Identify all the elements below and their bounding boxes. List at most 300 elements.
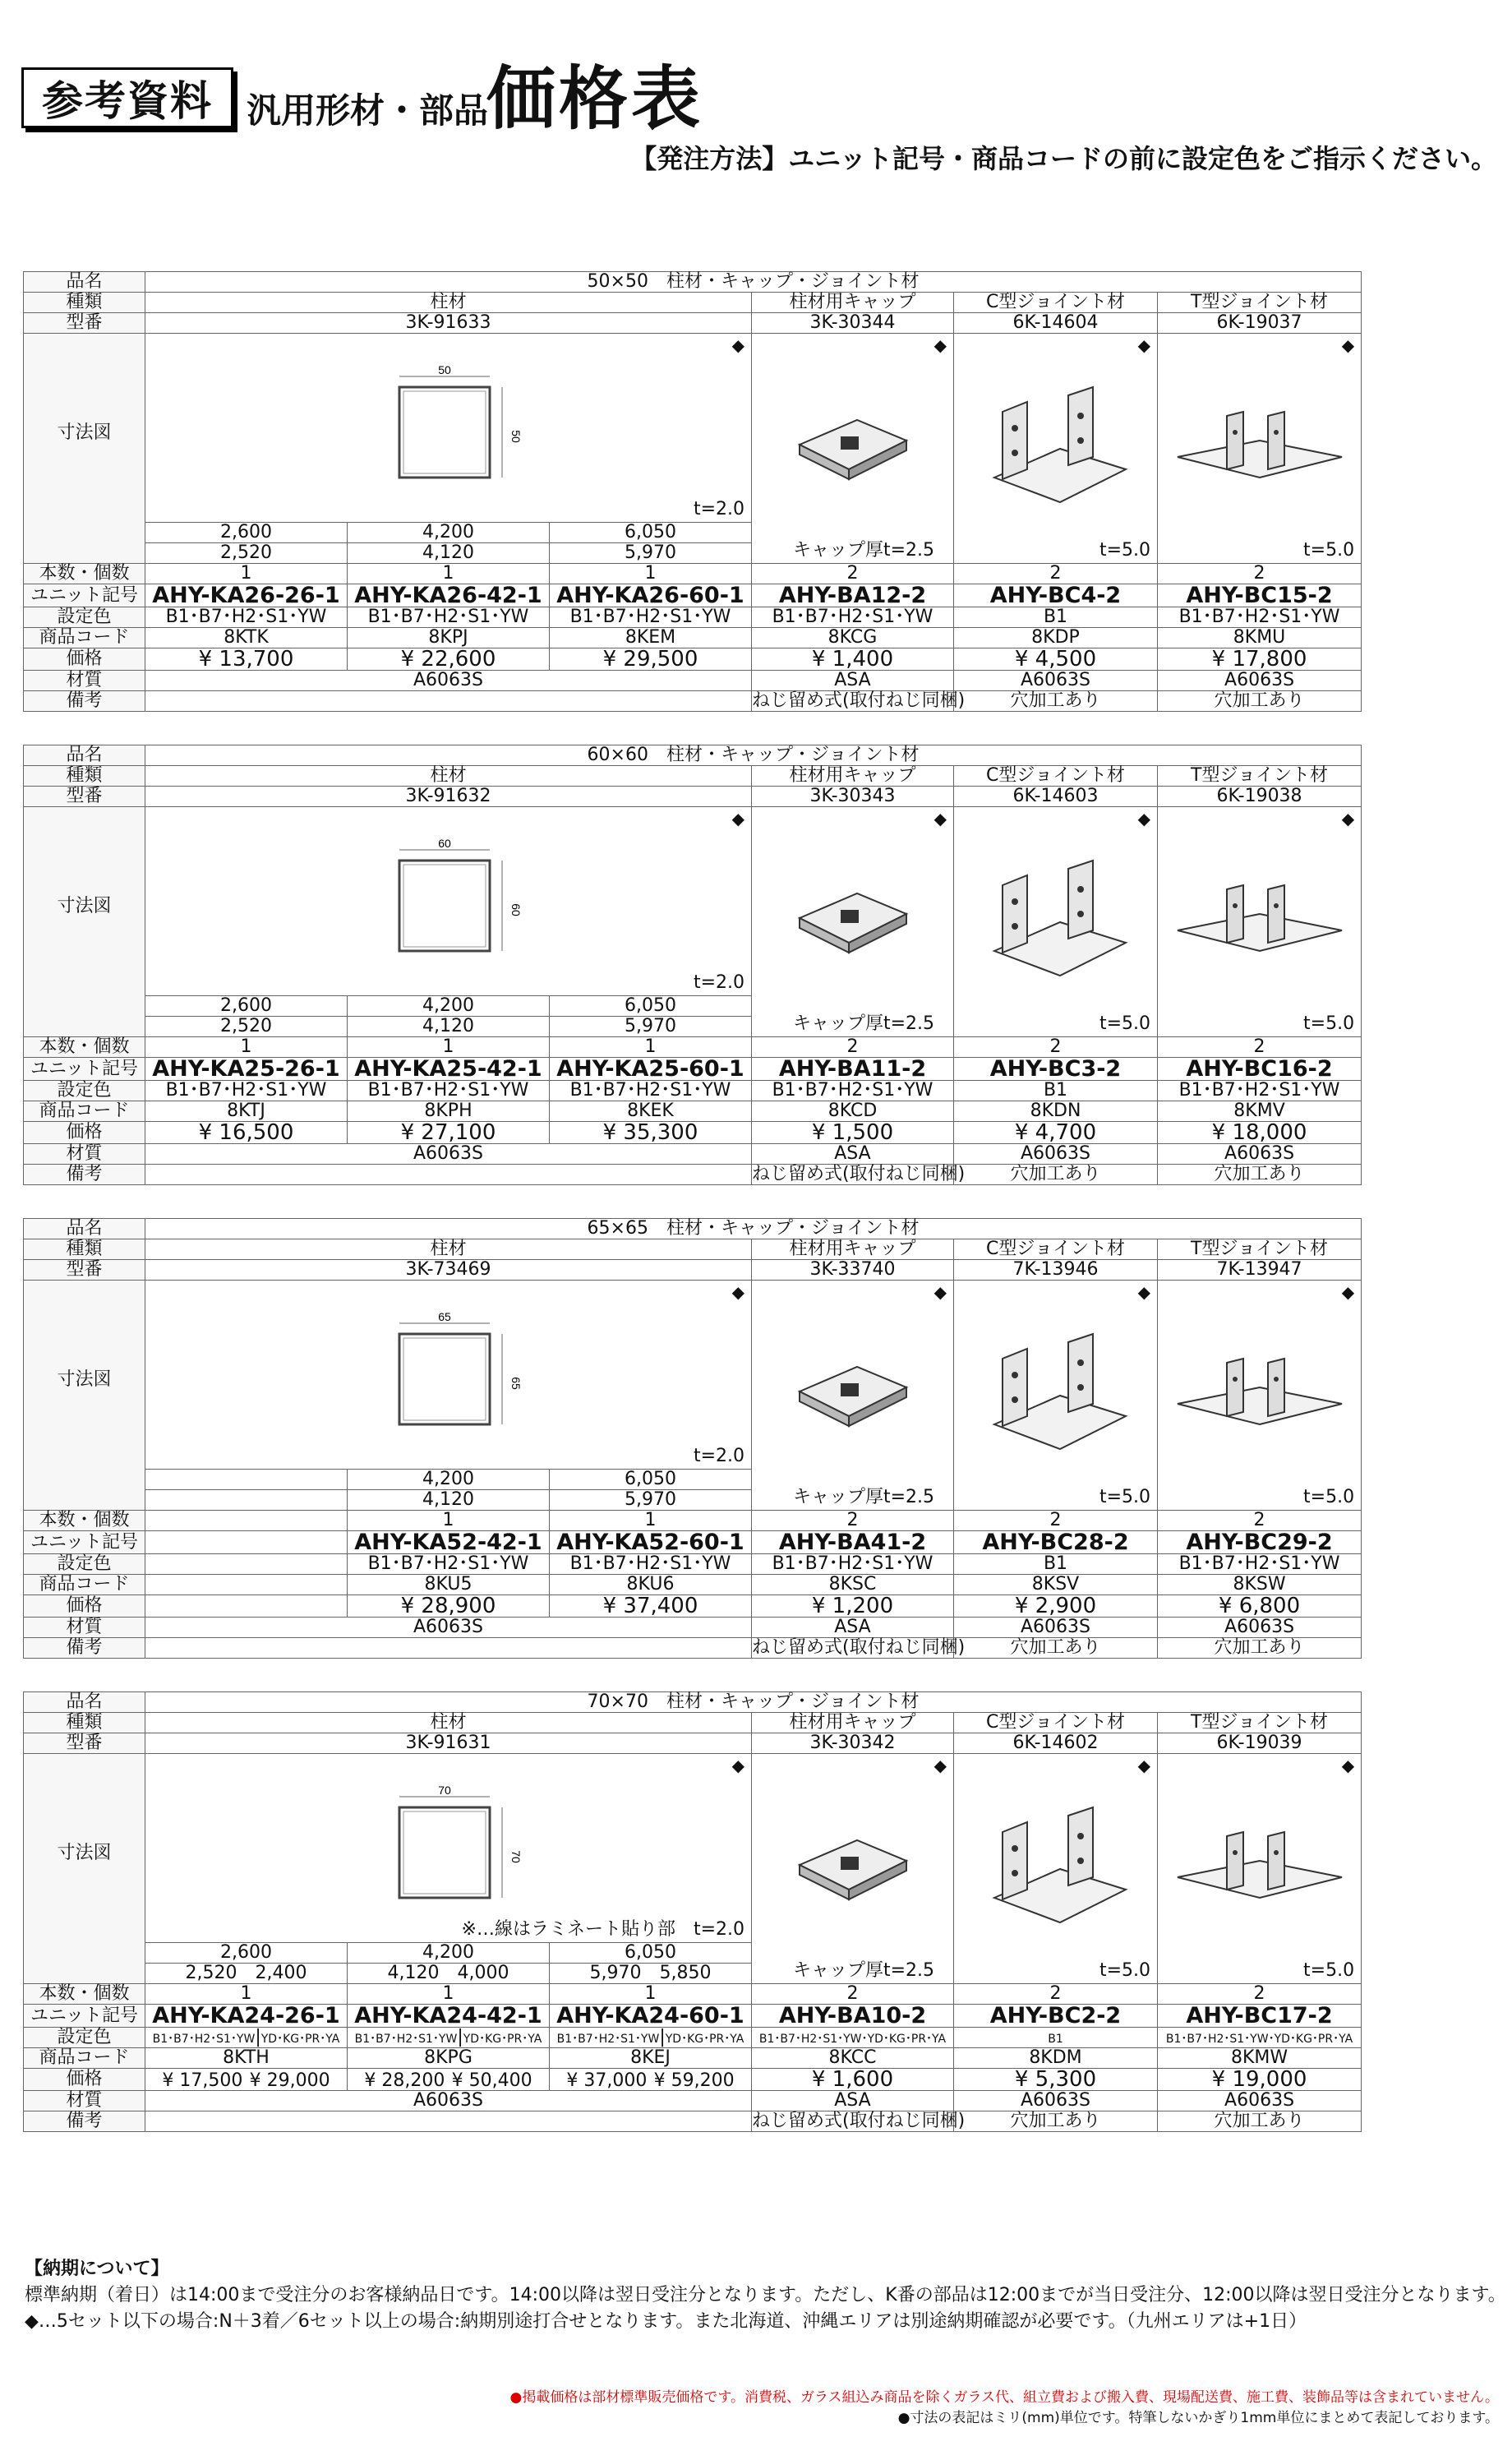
color-value: B1･B7･H2･S1･YW･YD･KG･PR･YA xyxy=(758,2033,947,2046)
eff-length-value: 4,120 xyxy=(387,1963,440,1983)
color-cell: B1･B7･H2･S1･YW xyxy=(348,1554,550,1575)
eff-length-cell: 5,970 xyxy=(550,1017,752,1037)
section-title: 65×65 柱材・キャップ・ジョイント材 xyxy=(145,1219,1362,1239)
row-label: 寸法図 xyxy=(24,1754,145,1984)
c-joint-figure xyxy=(954,807,1158,1037)
unit-code-cell: AHY-BC3-2 xyxy=(954,1058,1158,1081)
unit-code-cell: AHY-BC17-2 xyxy=(1158,2005,1362,2028)
row-label: 価格 xyxy=(24,648,145,671)
kind-cell: T型ジョイント材 xyxy=(1158,293,1362,313)
model-cell: 3K-30344 xyxy=(752,313,954,334)
remarks-cell xyxy=(145,1638,752,1659)
unit-code-cell: AHY-BC2-2 xyxy=(954,2005,1158,2028)
eff-length-value: 2,520 xyxy=(185,1963,237,1983)
price-cell: ¥ 18,000 xyxy=(1158,1122,1362,1144)
kind-cell: 柱材用キャップ xyxy=(752,1713,954,1733)
length-cell: 2,600 xyxy=(145,1943,348,1964)
diamond-mark: ◆ xyxy=(731,809,744,828)
row-label: 品名 xyxy=(24,1692,145,1713)
c-joint-drawing xyxy=(970,1799,1142,1939)
t-joint-drawing xyxy=(1169,1820,1350,1918)
diamond-mark: ◆ xyxy=(933,335,947,355)
notes-line: ◆…5セット以下の場合:N＋3着／6セット以上の場合:納期別途打合せとなります。また北海道、沖縄エリアは別途納期確認が必要です。（九州エリアは+1日） xyxy=(25,2310,1307,2332)
thickness-note: t=5.0 xyxy=(1099,540,1150,561)
row-label: 設定色 xyxy=(24,2028,145,2048)
cap-figure xyxy=(752,807,954,1037)
unit-code-cell: AHY-KA25-26-1 xyxy=(145,1058,348,1081)
t-joint-figure xyxy=(1158,334,1362,564)
color-cell: B1 xyxy=(954,1554,1158,1575)
color-value: B1 xyxy=(1048,2033,1063,2046)
row-label: 本数・個数 xyxy=(24,1037,145,1058)
row-label: 品名 xyxy=(24,1219,145,1239)
cap-drawing xyxy=(783,1824,923,1914)
order-method-note: 【発注方法】ユニット記号・商品コードの前に設定色をご指示ください。 xyxy=(630,143,1497,174)
model-cell: 6K-19037 xyxy=(1158,313,1362,334)
t-joint-figure xyxy=(1158,1281,1362,1511)
dim-label: 50 xyxy=(437,362,451,376)
row-label: 種類 xyxy=(24,1713,145,1733)
thickness-note: t=2.0 xyxy=(693,972,744,993)
row-label: 寸法図 xyxy=(24,1281,145,1511)
row-label: 種類 xyxy=(24,766,145,787)
kind-cell: C型ジョイント材 xyxy=(954,1239,1158,1260)
product-code-cell: 8KCG xyxy=(752,628,954,648)
row-label: 備考 xyxy=(24,2111,145,2132)
row-label: 商品コード xyxy=(24,1101,145,1122)
unit-code-cell: AHY-BC29-2 xyxy=(1158,1531,1362,1554)
row-label: 寸法図 xyxy=(24,807,145,1037)
length-cell: 2,600 xyxy=(145,996,348,1017)
price-pair xyxy=(550,2069,752,2091)
product-code-cell: 8KEM xyxy=(550,628,752,648)
unit-code-cell: AHY-BC15-2 xyxy=(1158,584,1362,607)
color-pair: B1･B7･H2･S1･YW|YD･KG･PR･YA xyxy=(550,2028,752,2048)
eff-length-cell: 4,120 xyxy=(348,1017,550,1037)
product-code-cell: 8KMV xyxy=(1158,1101,1362,1122)
post-figure xyxy=(145,807,752,996)
row-label: 価格 xyxy=(24,1595,145,1618)
price-cell: ¥ 1,600 xyxy=(752,2069,954,2091)
material-cell: A6063S xyxy=(954,2091,1158,2111)
kind-cell: 柱材用キャップ xyxy=(752,766,954,787)
price-cell: ¥ 37,400 xyxy=(550,1595,752,1618)
model-cell: 6K-19039 xyxy=(1158,1733,1362,1754)
price-pair xyxy=(348,2069,550,2091)
diamond-mark: ◆ xyxy=(1137,809,1150,828)
post-section-drawing xyxy=(379,1783,523,1910)
delivery-notes xyxy=(25,2256,1506,2335)
dim-label: 60 xyxy=(437,836,451,850)
product-code-cell: 8KMU xyxy=(1158,628,1362,648)
length-cell: 6,050 xyxy=(550,1943,752,1964)
remarks-cell: ねじ留め式(取付ねじ同梱) xyxy=(752,2111,966,2131)
qty-cell: 2 xyxy=(1158,1511,1362,1531)
section-title: 70×70 柱材・キャップ・ジョイント材 xyxy=(145,1692,1362,1713)
model-cell: 3K-30342 xyxy=(752,1733,954,1754)
qty-cell: 2 xyxy=(954,564,1158,584)
row-label: 本数・個数 xyxy=(24,1511,145,1531)
post-figure xyxy=(145,1754,752,1943)
row-label: 品名 xyxy=(24,272,145,293)
disclaimer-line: ●寸法の表記はミリ(mm)単位です。特筆しないかぎり1mm単位にまとめて表記しております。 xyxy=(897,2409,1499,2426)
row-label: 価格 xyxy=(24,2069,145,2091)
cap-figure xyxy=(752,1281,954,1511)
eff-length-cell: 4,120 xyxy=(348,1490,550,1511)
price-cell: ¥ 2,900 xyxy=(954,1595,1158,1618)
c-joint-drawing xyxy=(970,852,1142,992)
price-cell: ¥ 22,600 xyxy=(348,648,550,671)
product-code-cell: 8KSW xyxy=(1158,1575,1362,1595)
price-table xyxy=(23,271,1362,712)
cap-drawing xyxy=(783,1350,923,1441)
diamond-mark: ◆ xyxy=(933,1756,947,1775)
eff-length-cell: 5,970 xyxy=(550,1490,752,1511)
row-label: 本数・個数 xyxy=(24,1984,145,2005)
t-joint-drawing xyxy=(1169,1346,1350,1445)
diamond-mark: ◆ xyxy=(1341,1282,1355,1302)
dim-label: 65 xyxy=(509,1376,523,1390)
product-code-cell: 8KSV xyxy=(954,1575,1158,1595)
length-cell: 4,200 xyxy=(348,1943,550,1964)
length-cell: 6,050 xyxy=(550,1470,752,1490)
color-cell xyxy=(1158,2028,1362,2048)
color-cell: B1･B7･H2･S1･YW xyxy=(1158,1554,1362,1575)
remarks-cell: ねじ留め式(取付ねじ同梱) xyxy=(752,690,966,711)
row-label: 寸法図 xyxy=(24,334,145,564)
price-table xyxy=(23,1218,1362,1659)
model-cell: 3K-91633 xyxy=(145,313,752,334)
material-cell: ASA xyxy=(752,671,954,691)
price-cell: ¥ 19,000 xyxy=(1158,2069,1362,2091)
diamond-mark: ◆ xyxy=(1341,1756,1355,1775)
row-label: ユニット記号 xyxy=(24,1058,145,1081)
eff-length-value: 5,850 xyxy=(659,1963,712,1983)
color-pair: B1･B7･H2･S1･YW|YD･KG･PR･YA xyxy=(145,2028,348,2048)
color-cell xyxy=(954,2028,1158,2048)
row-label: 備考 xyxy=(24,1638,145,1659)
post-figure xyxy=(145,334,752,523)
thickness-note: t=5.0 xyxy=(1099,1960,1150,1981)
cap-drawing xyxy=(783,877,923,967)
eff-length-cell: 5,970 xyxy=(550,543,752,564)
page-title: 価格表 xyxy=(486,58,704,139)
material-cell: ASA xyxy=(752,1618,954,1638)
length-cell: 6,050 xyxy=(550,523,752,543)
qty-cell: 2 xyxy=(1158,1037,1362,1058)
thickness-note: t=5.0 xyxy=(1303,1960,1355,1981)
material-cell: A6063S xyxy=(145,2091,752,2111)
color-value: B1･B7･H2･S1･YW xyxy=(354,2033,458,2046)
thickness-note: ※…線はラミネート貼り部 t=2.0 xyxy=(461,1919,744,1940)
thickness-note: t=5.0 xyxy=(1099,1487,1150,1507)
notes-title: 【納期について】 xyxy=(25,2259,169,2279)
remarks-cell: 穴加工あり xyxy=(1158,1638,1362,1659)
eff-length-pair xyxy=(550,1964,752,1984)
price-table xyxy=(23,745,1362,1185)
kind-cell: 柱材 xyxy=(145,1239,752,1260)
kind-cell: 柱材用キャップ xyxy=(752,1239,954,1260)
row-label: 型番 xyxy=(24,787,145,807)
remarks-cell: 穴加工あり xyxy=(1158,691,1362,712)
product-code-cell: 8KPJ xyxy=(348,628,550,648)
qty-cell: 1 xyxy=(348,1037,550,1058)
material-cell: ASA xyxy=(752,1144,954,1165)
post-figure xyxy=(145,1281,752,1470)
dim-label: 65 xyxy=(437,1309,451,1323)
model-cell: 7K-13946 xyxy=(954,1260,1158,1281)
cap-thickness-note: キャップ厚t=2.5 xyxy=(793,1487,935,1507)
cap-figure xyxy=(752,1754,954,1984)
c-joint-figure xyxy=(954,1754,1158,1984)
kind-cell: C型ジョイント材 xyxy=(954,1713,1158,1733)
unit-code-cell: AHY-BC4-2 xyxy=(954,584,1158,607)
color-value: YD･KG･PR･YA xyxy=(665,2033,744,2046)
color-cell: B1 xyxy=(954,1081,1158,1101)
material-cell: A6063S xyxy=(954,671,1158,691)
unit-code-cell: AHY-BC16-2 xyxy=(1158,1058,1362,1081)
price-value: ¥ 50,400 xyxy=(451,2070,532,2091)
length-cell: 4,200 xyxy=(348,996,550,1017)
color-cell xyxy=(752,2028,954,2048)
remarks-cell: 穴加工あり xyxy=(954,2111,1158,2132)
price-cell: ¥ 29,500 xyxy=(550,648,752,671)
color-cell: B1･B7･H2･S1･YW xyxy=(752,1554,954,1575)
unit-code-cell: AHY-KA26-26-1 xyxy=(145,584,348,607)
diamond-mark: ◆ xyxy=(1341,809,1355,828)
unit-code-cell: AHY-KA24-42-1 xyxy=(348,2005,550,2028)
price-cell: ¥ 4,500 xyxy=(954,648,1158,671)
c-joint-figure xyxy=(954,1281,1158,1511)
product-code-cell: 8KU5 xyxy=(348,1575,550,1595)
thickness-note: t=5.0 xyxy=(1303,540,1355,561)
material-cell: A6063S xyxy=(145,1144,752,1165)
color-cell: B1･B7･H2･S1･YW xyxy=(348,607,550,628)
disclaimer xyxy=(510,2388,1499,2428)
reference-badge: 参考資料 xyxy=(21,67,233,128)
eff-length-value: 2,400 xyxy=(255,1963,307,1983)
post-section-drawing xyxy=(379,362,523,490)
diamond-mark: ◆ xyxy=(1137,335,1150,355)
price-value: ¥ 17,500 xyxy=(162,2070,243,2091)
color-value: B1･B7･H2･S1･YW･YD･KG･PR･YA xyxy=(1165,2033,1353,2046)
row-label: 本数・個数 xyxy=(24,564,145,584)
qty-cell xyxy=(145,1511,348,1531)
price-pair xyxy=(145,2069,348,2091)
unit-code-cell: AHY-BA10-2 xyxy=(752,2005,954,2028)
material-cell: A6063S xyxy=(1158,2091,1362,2111)
row-label: 型番 xyxy=(24,1733,145,1754)
remarks-cell: 穴加工あり xyxy=(1158,1165,1362,1185)
qty-cell: 1 xyxy=(145,1037,348,1058)
model-cell: 6K-14603 xyxy=(954,787,1158,807)
unit-code-cell: AHY-KA52-60-1 xyxy=(550,1531,752,1554)
thickness-note: t=5.0 xyxy=(1303,1487,1355,1507)
section-title: 50×50 柱材・キャップ・ジョイント材 xyxy=(145,272,1362,293)
row-label: 設定色 xyxy=(24,607,145,628)
c-joint-drawing xyxy=(970,1326,1142,1465)
remarks-cell: 穴加工あり xyxy=(954,691,1158,712)
product-code-cell xyxy=(145,1575,348,1595)
color-cell: B1･B7･H2･S1･YW xyxy=(550,1081,752,1101)
material-cell: A6063S xyxy=(954,1144,1158,1165)
unit-code-cell: AHY-BA11-2 xyxy=(752,1058,954,1081)
c-joint-figure xyxy=(954,334,1158,564)
remarks-cell: 穴加工あり xyxy=(954,1638,1158,1659)
kind-cell: C型ジョイント材 xyxy=(954,766,1158,787)
product-code-cell: 8KTH xyxy=(145,2048,348,2069)
price-cell: ¥ 28,900 xyxy=(348,1595,550,1618)
product-code-cell: 8KSC xyxy=(752,1575,954,1595)
diamond-mark: ◆ xyxy=(933,1282,947,1302)
qty-cell: 2 xyxy=(1158,1984,1362,2005)
qty-cell: 2 xyxy=(954,1511,1158,1531)
unit-code-cell: AHY-KA24-26-1 xyxy=(145,2005,348,2028)
color-cell xyxy=(145,1554,348,1575)
post-section-drawing xyxy=(379,836,523,963)
row-label: 価格 xyxy=(24,1122,145,1144)
row-label: 材質 xyxy=(24,671,145,691)
eff-length-value: 5,970 xyxy=(589,1963,642,1983)
model-cell: 6K-14604 xyxy=(954,313,1158,334)
length-cell: 6,050 xyxy=(550,996,752,1017)
product-code-cell: 8KDP xyxy=(954,628,1158,648)
c-joint-drawing xyxy=(970,379,1142,519)
cap-thickness-note: キャップ厚t=2.5 xyxy=(793,1013,935,1034)
color-value: YD･KG･PR･YA xyxy=(260,2033,340,2046)
color-value: B1･B7･H2･S1･YW xyxy=(556,2033,660,2046)
unit-code-cell: AHY-KA24-60-1 xyxy=(550,2005,752,2028)
row-label: 種類 xyxy=(24,293,145,313)
cap-drawing xyxy=(783,404,923,494)
page-subtitle: 汎用形材・部品 xyxy=(247,90,489,131)
product-code-cell: 8KDM xyxy=(954,2048,1158,2069)
row-label: 設定色 xyxy=(24,1554,145,1575)
color-cell: B1･B7･H2･S1･YW xyxy=(550,1554,752,1575)
dim-label: 50 xyxy=(509,429,523,443)
row-label: 設定色 xyxy=(24,1081,145,1101)
eff-length-pair xyxy=(145,1964,348,1984)
cap-thickness-note: キャップ厚t=2.5 xyxy=(793,1960,935,1981)
material-cell: ASA xyxy=(752,2091,954,2111)
unit-code-cell xyxy=(145,1531,348,1554)
section-title: 60×60 柱材・キャップ・ジョイント材 xyxy=(145,745,1362,766)
color-pair: B1･B7･H2･S1･YW|YD･KG･PR･YA xyxy=(348,2028,550,2048)
price-cell xyxy=(145,1595,348,1618)
qty-cell: 2 xyxy=(954,1037,1158,1058)
kind-cell: 柱材 xyxy=(145,293,752,313)
price-cell: ¥ 27,100 xyxy=(348,1122,550,1144)
row-label: 備考 xyxy=(24,1165,145,1185)
unit-code-cell: AHY-KA52-42-1 xyxy=(348,1531,550,1554)
diamond-mark: ◆ xyxy=(731,1282,744,1302)
model-cell: 3K-91632 xyxy=(145,787,752,807)
product-code-cell: 8KPG xyxy=(348,2048,550,2069)
row-label: 商品コード xyxy=(24,628,145,648)
cap-figure xyxy=(752,334,954,564)
qty-cell: 2 xyxy=(752,564,954,584)
kind-cell: T型ジョイント材 xyxy=(1158,766,1362,787)
price-cell: ¥ 4,700 xyxy=(954,1122,1158,1144)
price-cell: ¥ 35,300 xyxy=(550,1122,752,1144)
kind-cell: 柱材 xyxy=(145,1713,752,1733)
unit-code-cell: AHY-BC28-2 xyxy=(954,1531,1158,1554)
unit-code-cell: AHY-KA25-42-1 xyxy=(348,1058,550,1081)
kind-cell: T型ジョイント材 xyxy=(1158,1713,1362,1733)
eff-length-cell: 2,520 xyxy=(145,543,348,564)
material-cell: A6063S xyxy=(1158,1144,1362,1165)
remarks-cell: 穴加工あり xyxy=(1158,2111,1362,2132)
qty-cell: 1 xyxy=(550,564,752,584)
kind-cell: 柱材 xyxy=(145,766,752,787)
diamond-mark: ◆ xyxy=(933,809,947,828)
cap-thickness-note: キャップ厚t=2.5 xyxy=(793,540,935,561)
material-cell: A6063S xyxy=(145,671,752,691)
color-cell: B1･B7･H2･S1･YW xyxy=(1158,607,1362,628)
thickness-note: t=2.0 xyxy=(693,499,744,519)
product-code-cell: 8KTK xyxy=(145,628,348,648)
row-label: 型番 xyxy=(24,313,145,334)
length-cell: 4,200 xyxy=(348,1470,550,1490)
length-cell: 4,200 xyxy=(348,523,550,543)
row-label: ユニット記号 xyxy=(24,1531,145,1554)
unit-code-cell: AHY-BA41-2 xyxy=(752,1531,954,1554)
price-value: ¥ 29,000 xyxy=(249,2070,330,2091)
qty-cell: 2 xyxy=(752,1037,954,1058)
qty-cell: 2 xyxy=(1158,564,1362,584)
row-label: 商品コード xyxy=(24,1575,145,1595)
price-value: ¥ 59,200 xyxy=(653,2070,735,2091)
color-cell: B1･B7･H2･S1･YW xyxy=(348,1081,550,1101)
product-code-cell: 8KCD xyxy=(752,1101,954,1122)
diamond-mark: ◆ xyxy=(731,335,744,355)
t-joint-drawing xyxy=(1169,873,1350,971)
price-cell: ¥ 1,500 xyxy=(752,1122,954,1144)
color-cell: B1 xyxy=(954,607,1158,628)
row-label: 材質 xyxy=(24,1618,145,1638)
disclaimer-line: ●掲載価格は部材標準販売価格です。消費税、ガラス組込み商品を除くガラス代、組立費および搬入費、現場配送費、施工費、装飾品等は含まれていません。 xyxy=(509,2389,1499,2406)
material-cell: A6063S xyxy=(954,1618,1158,1638)
row-label: ユニット記号 xyxy=(24,584,145,607)
price-cell: ¥ 16,500 xyxy=(145,1122,348,1144)
unit-code-cell: AHY-KA26-42-1 xyxy=(348,584,550,607)
color-cell: B1･B7･H2･S1･YW xyxy=(1158,1081,1362,1101)
product-code-cell: 8KCC xyxy=(752,2048,954,2069)
dim-label: 70 xyxy=(437,1783,451,1797)
model-cell: 3K-73469 xyxy=(145,1260,752,1281)
thickness-note: t=2.0 xyxy=(693,1446,744,1466)
remarks-cell xyxy=(145,691,752,712)
kind-cell: C型ジョイント材 xyxy=(954,293,1158,313)
product-code-cell: 8KEK xyxy=(550,1101,752,1122)
remarks-cell: 穴加工あり xyxy=(954,1165,1158,1185)
t-joint-figure xyxy=(1158,807,1362,1037)
thickness-note: t=5.0 xyxy=(1303,1013,1355,1034)
remarks-cell xyxy=(145,2111,752,2132)
remarks-cell xyxy=(145,1165,752,1185)
qty-cell: 1 xyxy=(348,1984,550,2005)
qty-cell: 1 xyxy=(550,1511,752,1531)
kind-cell: T型ジョイント材 xyxy=(1158,1239,1362,1260)
diamond-mark: ◆ xyxy=(731,1756,744,1775)
color-cell: B1･B7･H2･S1･YW xyxy=(145,607,348,628)
product-code-cell: 8KTJ xyxy=(145,1101,348,1122)
color-value: B1･B7･H2･S1･YW xyxy=(152,2033,256,2046)
diamond-mark: ◆ xyxy=(1137,1756,1150,1775)
qty-cell: 1 xyxy=(348,564,550,584)
price-cell: ¥ 6,800 xyxy=(1158,1595,1362,1618)
qty-cell: 1 xyxy=(145,1984,348,2005)
